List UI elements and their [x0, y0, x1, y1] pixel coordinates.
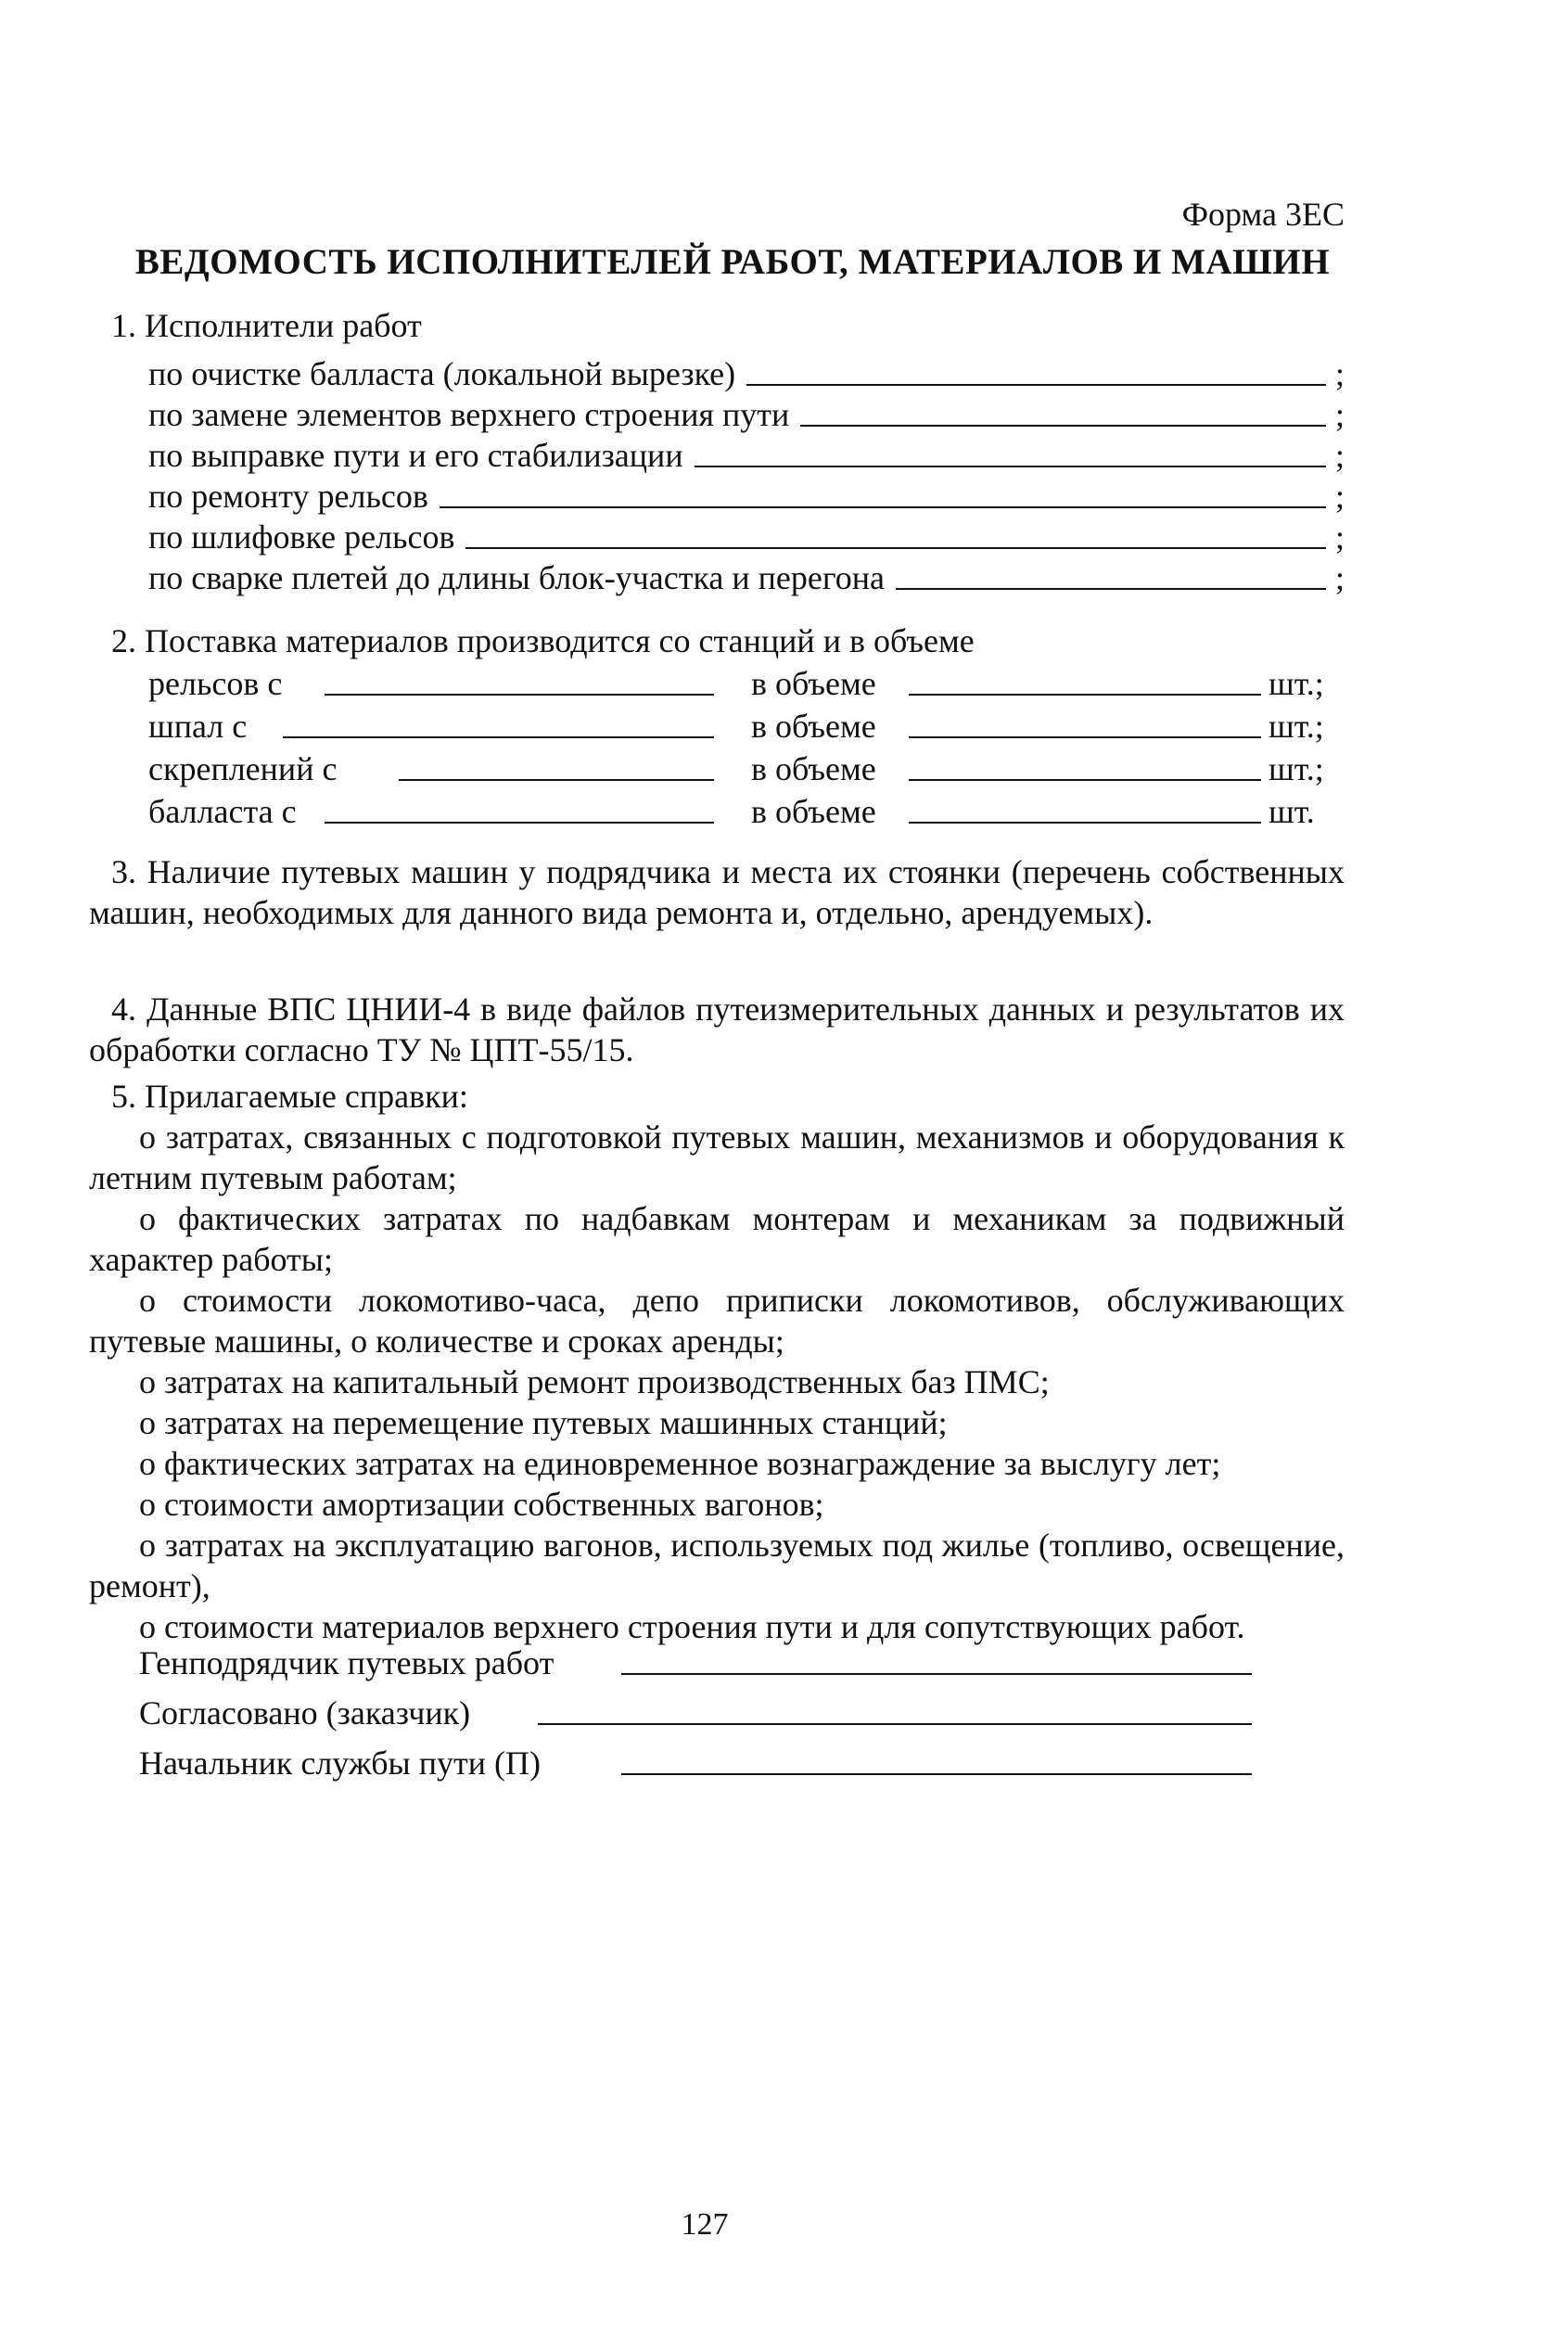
source-station-field[interactable] — [283, 735, 714, 738]
section-4 — [89, 989, 1345, 1070]
volume-field[interactable] — [909, 778, 1261, 781]
material-row — [148, 790, 1345, 831]
performer-line: по замене элементов верхнего строения пути ; — [148, 396, 1345, 433]
attachment-item: о стоимости амортизации собственных вагонов; — [139, 1486, 824, 1523]
material-label: скреплений с — [148, 750, 338, 787]
attachment-item: о стоимости материалов верхнего строения пути и для сопутствующих работ. — [139, 1608, 1245, 1645]
signature-label: Начальник службы пути (П) — [139, 1744, 541, 1782]
performer-line: по очистке балласта (локальной вырезке) ; — [148, 355, 1345, 392]
material-row — [148, 748, 1345, 788]
attachment-item: о затратах, связанных с подготовкой путевых машин, механизмов и оборудования к летним путевым работам; — [89, 1118, 1345, 1196]
signature-label: Генподрядчик путевых работ — [139, 1644, 555, 1681]
material-label: шпал с — [148, 708, 248, 745]
volume-field[interactable] — [909, 735, 1261, 738]
signature-field[interactable] — [621, 1672, 1252, 1675]
attachment-item: о затратах на капитальный ремонт производственных баз ПМС; — [139, 1363, 1050, 1400]
form-label: Форма 3ЕС — [1181, 196, 1345, 233]
performer-line: по сварке плетей до длины блок-участка и перегона ; — [148, 559, 1345, 596]
page-number: 127 — [681, 2207, 729, 2242]
performer-label: по шлифовке рельсов — [148, 518, 455, 556]
material-label: рельсов с — [148, 665, 283, 702]
section-3 — [89, 851, 1345, 933]
performer-line: по выправке пути и его стабилизации ; — [148, 437, 1345, 474]
performer-label: по очистке балласта (локальной вырезке) — [148, 355, 736, 392]
source-station-field[interactable] — [325, 693, 714, 696]
performer-line: по шлифовке рельсов ; — [148, 518, 1345, 556]
blank-field[interactable] — [465, 546, 1326, 549]
signature-label: Согласовано (заказчик) — [139, 1694, 471, 1732]
attachment-item: о стоимости локомотиво-часа, депо приписки локомотивов, обслуживающих путевые машины, о количестве и сроках аренды; — [89, 1282, 1345, 1360]
blank-field[interactable] — [440, 505, 1326, 508]
volume-label: в объеме — [751, 750, 876, 787]
attachment-item: о фактических затратах на единовременное вознаграждение за выслугу лет; — [139, 1445, 1221, 1482]
material-row — [148, 662, 1345, 703]
section-4-text: 4. Данные ВПС ЦНИИ-4 в виде файлов путеизмерительных данных и результатов их обработки согласно ТУ № ЦПТ-55/15. — [89, 990, 1345, 1068]
source-station-field[interactable] — [399, 778, 714, 781]
volume-label: в объеме — [751, 708, 876, 745]
blank-field[interactable] — [800, 424, 1326, 427]
unit-label: шт. — [1268, 793, 1315, 830]
volume-label: в объеме — [751, 793, 876, 830]
source-station-field[interactable] — [325, 821, 714, 824]
unit-label: шт.; — [1268, 708, 1324, 745]
attachment-item: о затратах на эксплуатацию вагонов, используемых под жилье (топливо, освещение, ремонт), — [89, 1527, 1345, 1604]
performer-line: по ремонту рельсов ; — [148, 478, 1345, 515]
section-5-heading: 5. Прилагаемые справки: — [111, 1078, 468, 1115]
unit-label: шт.; — [1268, 750, 1324, 787]
document-title: ВЕДОМОСТЬ ИСПОЛНИТЕЛЕЙ РАБОТ, МАТЕРИАЛОВ И МАШИН — [134, 242, 1331, 282]
section-2-heading: 2. Поставка материалов производится со станций и в объеме — [111, 622, 975, 659]
performer-label: по ремонту рельсов — [148, 478, 428, 515]
volume-field[interactable] — [909, 821, 1261, 824]
material-row — [148, 705, 1345, 746]
volume-field[interactable] — [909, 693, 1261, 696]
signature-row-track-service-head — [139, 1740, 1252, 1783]
blank-field[interactable] — [896, 587, 1326, 590]
material-label: балласта с — [148, 793, 297, 830]
blank-field[interactable] — [746, 383, 1326, 386]
section-5 — [89, 1076, 1345, 1647]
signature-row-general-contractor — [139, 1640, 1252, 1682]
signature-field[interactable] — [621, 1772, 1252, 1775]
performer-label: по выправке пути и его стабилизации — [148, 437, 683, 474]
signature-row-customer — [139, 1690, 1252, 1732]
volume-label: в объеме — [751, 665, 876, 702]
section-1-heading: 1. Исполнители работ — [111, 307, 422, 344]
blank-field[interactable] — [695, 465, 1326, 467]
signature-field[interactable] — [538, 1722, 1252, 1725]
performer-label: по замене элементов верхнего строения пути — [148, 396, 790, 433]
attachment-item: о фактических затратах по надбавкам монтерам и механикам за подвижный характер работы; — [89, 1200, 1345, 1278]
unit-label: шт.; — [1268, 665, 1324, 702]
performer-label: по сварке плетей до длины блок-участка и перегона — [148, 559, 886, 596]
attachment-item: о затратах на перемещение путевых машинных станций; — [139, 1404, 948, 1441]
section-3-text: 3. Наличие путевых машин у подрядчика и места их стоянки (перечень собственных машин, необходимых для данного вида ремонта и, отдельно, арендуемых). — [89, 853, 1345, 931]
